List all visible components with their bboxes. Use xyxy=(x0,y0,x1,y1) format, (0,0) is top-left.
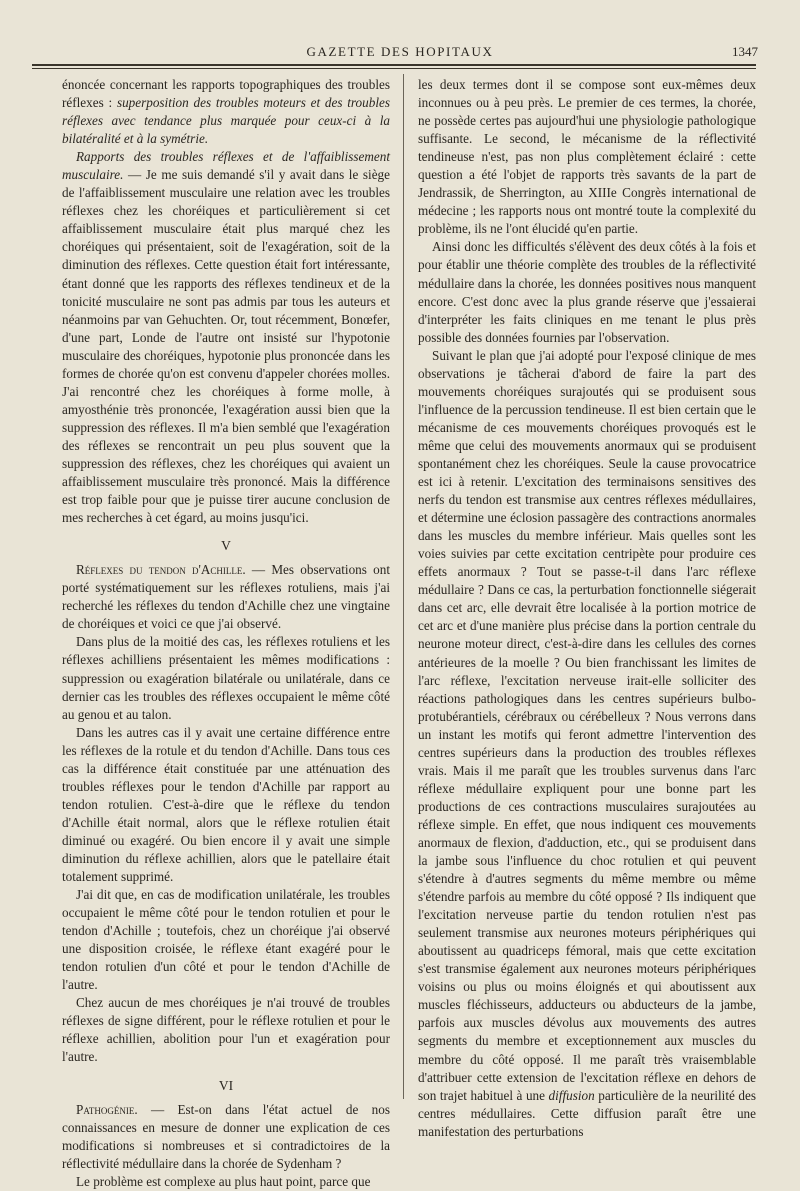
paragraph xyxy=(62,76,390,148)
emphasis-text: superposition des troubles moteurs et des troubles réflexes avec tendance plus marquée pour ceux-ci à la bilatéralité et à la symétrie. xyxy=(62,95,390,147)
running-head xyxy=(0,44,800,62)
paragraph-text: Suivant le plan que j'ai adopté pour l'exposé clinique de mes observations je tâcherai d'abord de faire la part des mouvements choréiques surajoutés qui se produisent sous l'influence de la percussion tendineuse. Il est bien certain que le mécanisme de ces mouvements choréiques provoqués est le même que celui des mouvements anormaux qui se produisent spontanément chez les choréiques. Seule la cause provocatrice est ici à retenir. L'excitation des terminaisons sensitives des nerfs du tendon est transmise aux centres réflexes médullaires, et détermine une éclosion passagère des contractions anormales dans les muscles du membre inférieur. Mais quelles sont les voies suivies par cette excitation centripète pour produire ces effets anormaux ? Tout se passe-t-il dans l'arc réflexe médullaire ? Dans ce cas, la perturbation fonctionnelle siégerait dans cet arc, elle devrait être localisée à la portion motrice de cet arc et d'une manière plus précise dans la portion centrale du neurone moteur direct, c'est-à-dire dans les cellules des cornes antérieures de la moelle ? Ou bien franchissant les limites de l'arc réflexe, l'excitation nerveuse irait-elle solliciter des réactions pathologiques dans les centres supérieurs bulbo-protubérantiels, cérébraux ou cérébelleux ? Nous verrons dans un instant les motifs qui feront admettre l'intervention des centres supérieurs dans la production des troubles réflexes vrais. Mais il me paraît que les troubles survenus dans l'arc réflexe médullaire expliquent pour une bonne part les productions de ces contractions musculaires surajoutées au réflexe simple. En effet, que nous indiquent ces mouvements anormaux de flexion, d'adduction, etc., qui se produisent dans la jambe sous l'influence du choc rotulien et qui peuvent s'étendre à d'autres segments du même membre ou même s'étendre parfois au membre du côté opposé ? Ils indiquent que l'excitation nerveuse partie du tendon rotulien n'est pas seulement transmise aux neurones moteurs périphériques qui aboutissent au quadriceps fémoral, mais que cette excitation s'est transmise également aux neurones moteurs périphériques voisins ou plus ou moins éloignés et qui aboutissent aux muscles fléchisseurs, adducteurs ou abducteurs de la jambe, parfois aux muscles dévolus aux mouvements des autres segments du membre et exceptionnement aux muscles du membre du côté opposé. Il me paraît très vraisemblable d'attribuer cette extension de l'excitation réflexe en dehors de son trajet habituel à une xyxy=(418,347,756,1103)
paragraph-text: — Je me suis demandé s'il y avait dans le siège de l'affaiblissement musculaire une relation avec les troubles réflexes chez les choréiques et particulièrement si cet affaiblissement musculaire était plus marqué chez les choréiques qui présentaient, soit de l'exagération, soit de la diminution des réflexes. Cette question était fort intéressante, étant donné que les rapports des réflexes tendineux et de la tonicité musculaire ne sont pas admis par tous les auteurs et néanmoins par van Gehuchten. Or, tout récemment, Bonœfer, d'une part, Londe de l'autre ont insisté sur l'hypotonie musculaire des choréiques, hypotonie plus prononcée dans les formes de chorée qu'on est convenu d'appeler chorées molles. J'ai rencontré chez les choréiques à forme molle, à amyosthénie très prononcée, l'exagération aussi bien que la suppression des réflexes. Il m'a bien semblé que l'exagération des réflexes se rencontrait un peu plus souvent que la suppression des réflexes, chez les choréiques qui avaient un affaiblissement musculaire très prononcé. Mais la différence est trop faible pour que je puisse tirer aucune conclusion de mes recherches à cet égard, au moins jusqu'ici. xyxy=(62,167,390,526)
paragraph-text: énoncée concernant les rapports topographiques des troubles réflexes : xyxy=(62,77,390,111)
section-number: VI xyxy=(218,1077,234,1093)
subsection-heading: Rapports des troubles réflexes et de l'affaiblissement musculaire. xyxy=(62,149,390,183)
journal-title: GAZETTE DES HOPITAUX xyxy=(306,44,494,59)
paragraph: Dans les autres cas il y avait une certaine différence entre les réflexes de la rotule et du tendon d'Achille. Dans tous ces cas la différence était constituée par une atténuation des troubles réflexes pour le tendon d'Achille par rapport au tendon rotulien. C'est-à-dire que le réflexe du tendon d'Achille était normal, alors que le réflexe rotulien était diminué ou exagéré. Ou bien encore il y avait une simple diminution du réflexe achillien, alors que le patellaire était totalement supprimé. xyxy=(62,724,390,885)
right-column xyxy=(418,76,756,1141)
paragraph: les deux termes dont il se compose sont eux-mêmes deux inconnues ou à peu près. Le premier de ces termes, la chorée, ne possède certes pas aujourd'hui une physiologie pathologique suffisante. Le second, le mécanisme de la réflectivité tendineuse n'est, pas non plus complètement éclairé : cette question a été l'objet de rapports très savants de la part de Jendrassik, de Sherrington, au XIIIe Congrès international de médecine ; les rapports nous ont montré toute la complexité du problème, ils ne l'ont élucidé qu'en partie. xyxy=(418,77,756,237)
paragraph xyxy=(62,148,390,527)
emphasis-text: diffusion xyxy=(548,1087,595,1103)
left-column xyxy=(62,76,390,1191)
paragraph xyxy=(62,1101,390,1173)
section-heading: Pathogénie. xyxy=(76,1101,138,1117)
section-heading: Réflexes du tendon d'Achille. xyxy=(76,562,246,578)
paragraph-text: — Est-on dans l'état actuel de nos connaissances en mesure de donner une explication de ces modifications si nombreuses et si contradictoires de la réflectivité médullaire dans la chorée de Sydenham ? xyxy=(62,1101,390,1171)
paragraph: Dans plus de la moitié des cas, les réflexes rotuliens et les réflexes achilliens présentaient les mêmes modifications : suppression ou exagération bilatérale ou unilatérale, dans ce dernier cas les troubles des réflexes occupaient le même côté au genou et au talon. xyxy=(62,634,390,722)
section-number: V xyxy=(221,538,231,554)
paragraph: Ainsi donc les difficultés s'élèvent des deux côtés à la fois et pour établir une théorie complète des troubles de la réflectivité médullaire dans la chorée, les données positives nous manquent encore. C'est donc avec la plus grande réserve que j'essaierai d'interpréter les faits cliniques en me tenant le plus près possible des données fournies par l'observation. xyxy=(418,239,756,345)
paragraph-text: — Mes observations ont porté systématiquement sur les réflexes rotuliens, mais j'ai recherché les réflexes du tendon d'Achille chez une vingtaine de choréiques et voici ce que j'ai observé. xyxy=(62,562,390,632)
paragraph: Chez aucun de mes choréiques je n'ai trouvé de troubles réflexes de signe différent, pour le réflexe rotulien et pour le réflexe achillien, abolition pour l'un et exagération pour l'autre. xyxy=(62,995,390,1065)
paragraph xyxy=(62,561,390,633)
column-divider xyxy=(403,74,404,1099)
header-rule xyxy=(32,64,756,66)
paragraph-text: particulière de la neurilité des centres médullaires. Cette diffusion paraît être une manifestation des perturbations xyxy=(418,1087,756,1139)
paragraph xyxy=(418,347,756,1141)
paragraph: J'ai dit que, en cas de modification unilatérale, les troubles occupaient le même côté pour le tendon rotulien et pour le tendon d'Achille ; toutefois, chez un choréique j'ai observé une disposition croisée, le réflexe étant exagéré pour le tendon rotulien d'un côté et pour le tendon d'Achille de l'autre. xyxy=(62,887,390,993)
paragraph: Le problème est complexe au plus haut point, parce que xyxy=(76,1173,371,1189)
page-number: 1347 xyxy=(732,44,758,59)
header-rule-thin xyxy=(32,68,756,69)
